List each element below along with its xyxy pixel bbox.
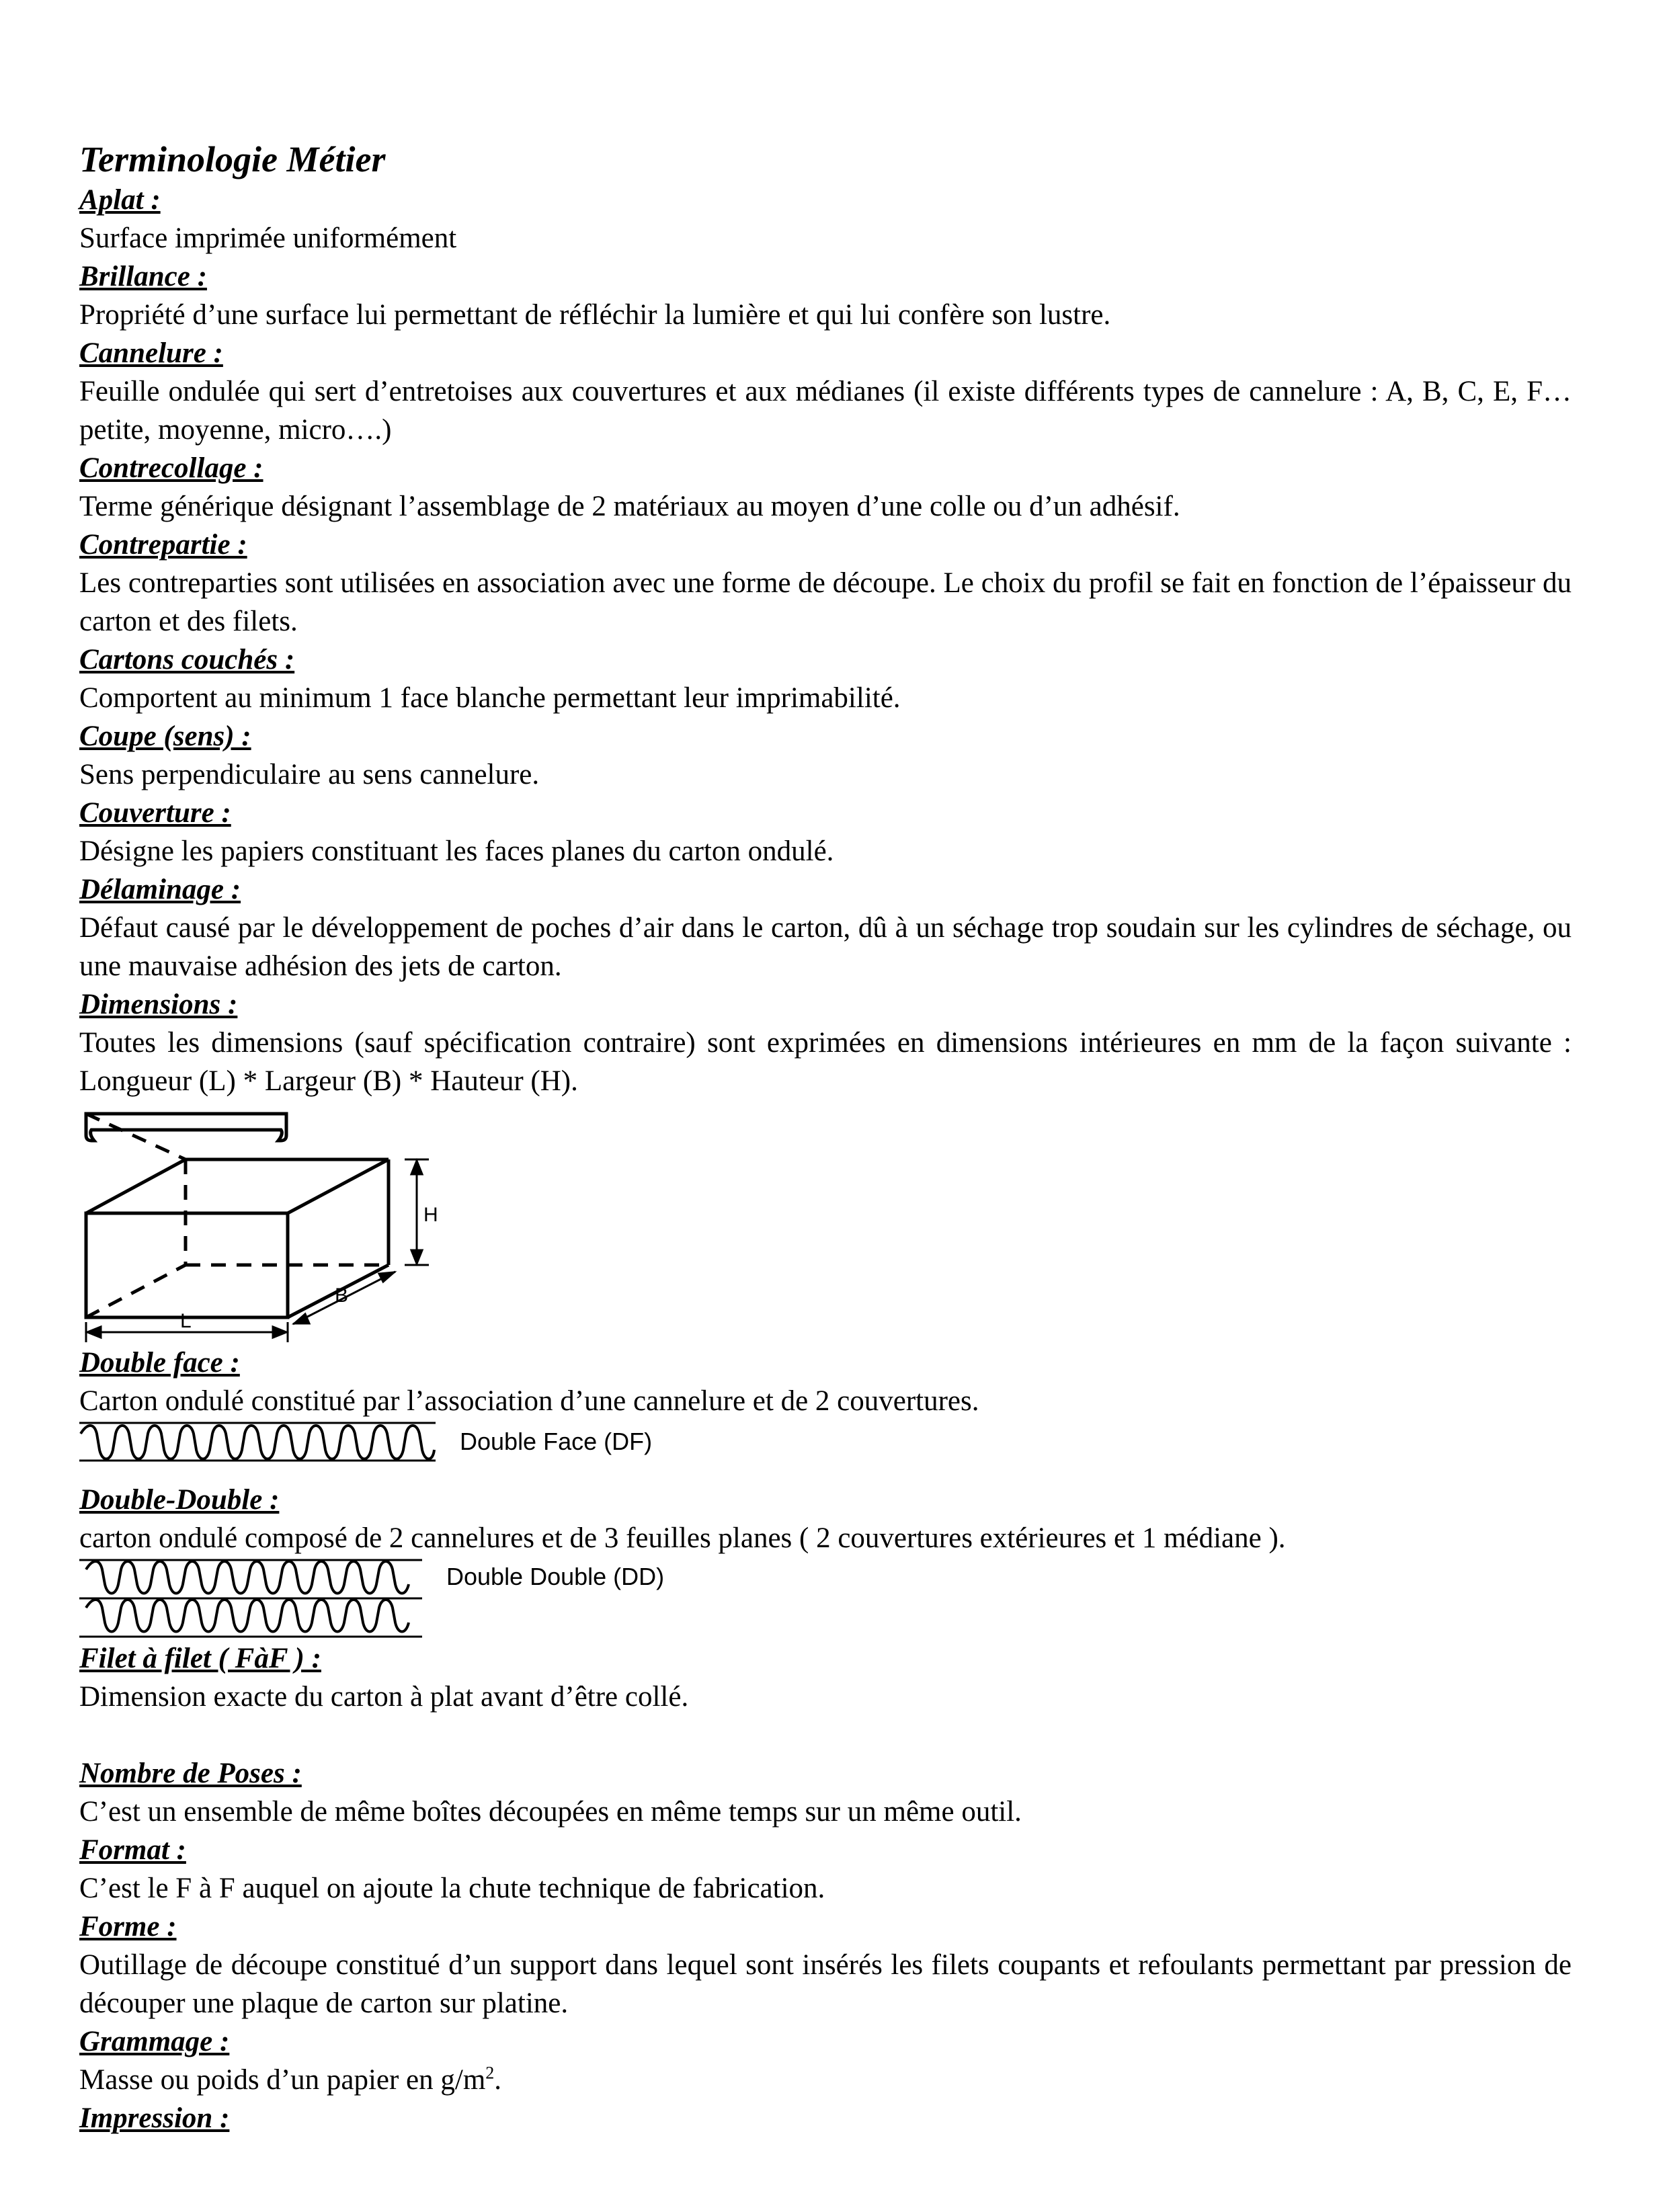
term-contrecollage: Contrecollage :	[79, 452, 263, 484]
double-face-section	[79, 1344, 1572, 1463]
definition-contrecollage: Terme générique désignant l’assemblage de 2 matériaux au moyen d’une colle ou d’un adhésif.	[79, 491, 1180, 522]
term-forme: Forme :	[79, 1911, 177, 1942]
term-dimensions: Dimensions :	[79, 989, 238, 1020]
definition-cartons-couches: Comportent au minimum 1 face blanche permettant leur imprimabilité.	[79, 682, 901, 714]
term-delaminage: Délaminage :	[79, 874, 241, 905]
definition-cannelure: Feuille ondulée qui sert d’entretoises aux couvertures et aux médianes (il existe différents types de cannelure : A, B, C, E, F… petite, moyenne, micro….)	[79, 376, 1572, 446]
term-coupe-sens: Coupe (sens) :	[79, 721, 251, 752]
term-nombre-de-poses: Nombre de Poses :	[79, 1758, 302, 1789]
double-double-caption: Double Double (DD)	[446, 1563, 665, 1590]
term-double-double: Double-Double :	[79, 1484, 280, 1516]
double-flute-wave	[79, 1557, 422, 1639]
definition-double-face: Carton ondulé constitué par l’association d’une cannelure et de 2 couvertures.	[79, 1385, 979, 1417]
box-drawing	[79, 1100, 483, 1349]
double-double-illustration	[79, 1557, 1572, 1639]
term-brillance: Brillance :	[79, 261, 207, 292]
superscript-2: 2	[485, 2063, 495, 2083]
label-l: L	[180, 1310, 192, 1332]
lid-hinge-dashed	[86, 1114, 186, 1159]
definition-grammage-end: .	[494, 2064, 502, 2096]
glossary-list-1	[79, 181, 1572, 1100]
spacer	[79, 1716, 1572, 1754]
term-cartons-couches: Cartons couchés :	[79, 644, 295, 675]
term-contrepartie: Contrepartie :	[79, 529, 247, 561]
label-b: B	[335, 1284, 349, 1307]
glossary-list-2	[79, 1639, 1572, 2137]
term-filet-a-filet: Filet à filet ( FàF ) :	[79, 1643, 321, 1674]
definition-filet-a-filet: Dimension exacte du carton à plat avant d’être collé.	[79, 1681, 689, 1713]
double-face-caption: Double Face (DF)	[460, 1428, 653, 1455]
single-flute-wave	[79, 1420, 436, 1463]
definition-grammage-text: Masse ou poids d’un papier en g/m	[79, 2064, 486, 2096]
page-title: Terminologie Métier	[79, 139, 386, 179]
definition-brillance: Propriété d’une surface lui permettant de réfléchir la lumière et qui lui confère son lustre.	[79, 299, 1111, 331]
term-impression: Impression :	[79, 2102, 230, 2134]
term-cannelure: Cannelure :	[79, 337, 223, 369]
definition-dimensions: Toutes les dimensions (sauf spécification contraire) sont exprimées en dimensions intérieures en mm de la façon suivante : Longueur (L) * Largeur (B) * Hauteur (H).	[79, 1027, 1572, 1097]
double-face-illustration	[79, 1420, 1572, 1463]
box-dimensions-diagram	[79, 1100, 1572, 1349]
document-page	[79, 138, 1572, 2137]
term-aplat: Aplat :	[79, 184, 161, 216]
definition-coupe-sens: Sens perpendiculaire au sens cannelure.	[79, 759, 540, 790]
definition-grammage	[79, 2061, 1572, 2099]
definition-format: C’est le F à F auquel on ajoute la chute technique de fabrication.	[79, 1873, 825, 1904]
label-h: H	[423, 1204, 438, 1226]
definition-couverture: Désigne les papiers constituant les faces planes du carton ondulé.	[79, 835, 834, 867]
definition-double-double: carton ondulé composé de 2 cannelures et de 3 feuilles planes ( 2 couvertures extérieures et 1 médiane ).	[79, 1522, 1286, 1554]
term-grammage: Grammage :	[79, 2026, 230, 2057]
term-format: Format :	[79, 1834, 186, 1866]
term-double-face: Double face :	[79, 1347, 240, 1379]
definition-contrepartie: Les contreparties sont utilisées en association avec une forme de découpe. Le choix du profil se fait en fonction de l’épaisseur du carton et des filets.	[79, 567, 1572, 637]
definition-aplat: Surface imprimée uniformément	[79, 222, 457, 254]
term-couverture: Couverture :	[79, 797, 231, 829]
definition-nombre-de-poses: C’est un ensemble de même boîtes découpées en même temps sur un même outil.	[79, 1796, 1022, 1828]
double-double-section	[79, 1481, 1572, 1639]
definition-forme: Outillage de découpe constitué d’un support dans lequel sont insérés les filets coupants et refoulants permettant par pression de découper une plaque de carton sur platine.	[79, 1949, 1572, 2019]
definition-delaminage: Défaut causé par le développement de poches d’air dans le carton, dû à un séchage trop soudain sur les cylindres de séchage, ou une mauvaise adhésion des jets de carton.	[79, 912, 1572, 982]
